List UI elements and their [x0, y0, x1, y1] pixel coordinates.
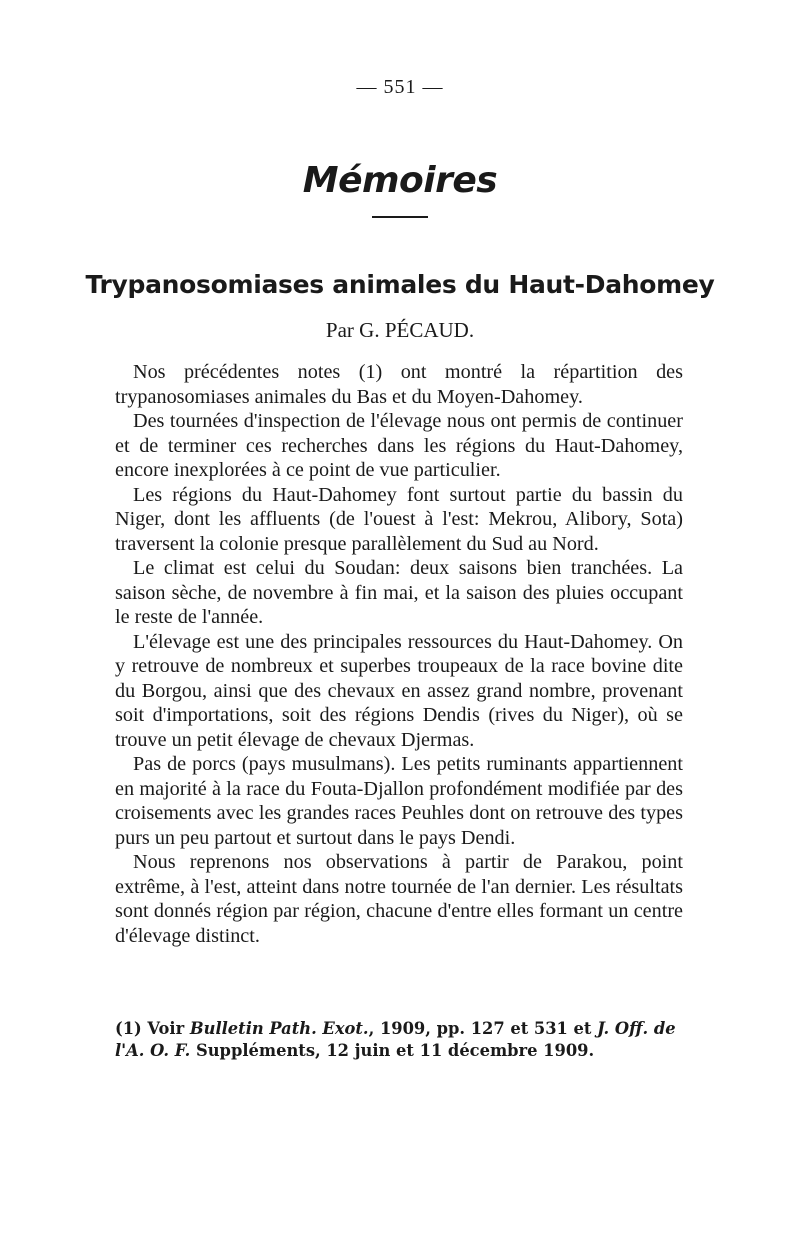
footnote-journal: Bulletin Path. Exot.	[189, 1019, 369, 1038]
footnote-pages: , 1909, pp. 127 et 531 et	[368, 1019, 598, 1038]
paragraph: Le climat est celui du Soudan: deux saisons bien tranchées. La saison sèche, de novembre à fin mai, et la saison des pluies occupant le reste de l'année.	[115, 557, 683, 628]
paragraph: Pas de porcs (pays musulmans). Les petits ruminants appartiennent en majorité à la race du Fouta-Djallon profondément modifiée par des croisements avec les grandes races Peuhles dont on retrouve des types purs un peu partout et surtout dans le pays Dendi.	[115, 753, 683, 849]
article-title: Trypanosomiases animales du Haut-Dahomey	[85, 270, 715, 299]
footnote	[115, 1018, 687, 1062]
paragraph: Nous reprenons nos observations à partir de Parakou, point extrême, à l'est, atteint dans notre tournée de l'an dernier. Les résultats sont donnés région par région, chacune d'entre elles formant un centre d'élevage distinct.	[115, 851, 683, 947]
paragraph: L'élevage est une des principales ressources du Haut-Dahomey. On y retrouve de nombreux et superbes troupeaux de la race bovine dite du Borgou, ainsi que des chevaux en assez grand nombre, provenant soit d'importations, soit des régions Dendis (rives du Niger), où se trouve un petit élevage de chevaux Djermas.	[115, 630, 683, 751]
paragraph: Nos précédentes notes (1) ont montré la répartition des trypanosomiases animales du Bas et du Moyen-Dahomey.	[115, 361, 683, 408]
footnote-journal-2: J. Off. de l'A. O. F.	[115, 1019, 676, 1060]
footnote-rest: Suppléments, 12 juin et 11 décembre 1909.	[190, 1041, 595, 1060]
page-number: — 551 —	[356, 76, 444, 98]
footnote-marker: (1) Voir	[115, 1019, 190, 1038]
author-line: Par G. PÉCAUD.	[325, 318, 475, 342]
section-title: Mémoires	[302, 160, 498, 201]
title-rule	[372, 216, 428, 218]
paragraph: Des tournées d'inspection de l'élevage nous ont permis de continuer et de terminer ces recherches dans les régions du Haut-Dahomey, encore inexplorées à ce point de vue particulier.	[115, 410, 683, 481]
paragraph: Les régions du Haut-Dahomey font surtout partie du bassin du Niger, dont les affluents (de l'ouest à l'est: Mekrou, Alibory, Sota) traversent la colonie presque parallèlement du Sud au Nord.	[115, 483, 683, 555]
article-body	[115, 360, 683, 948]
